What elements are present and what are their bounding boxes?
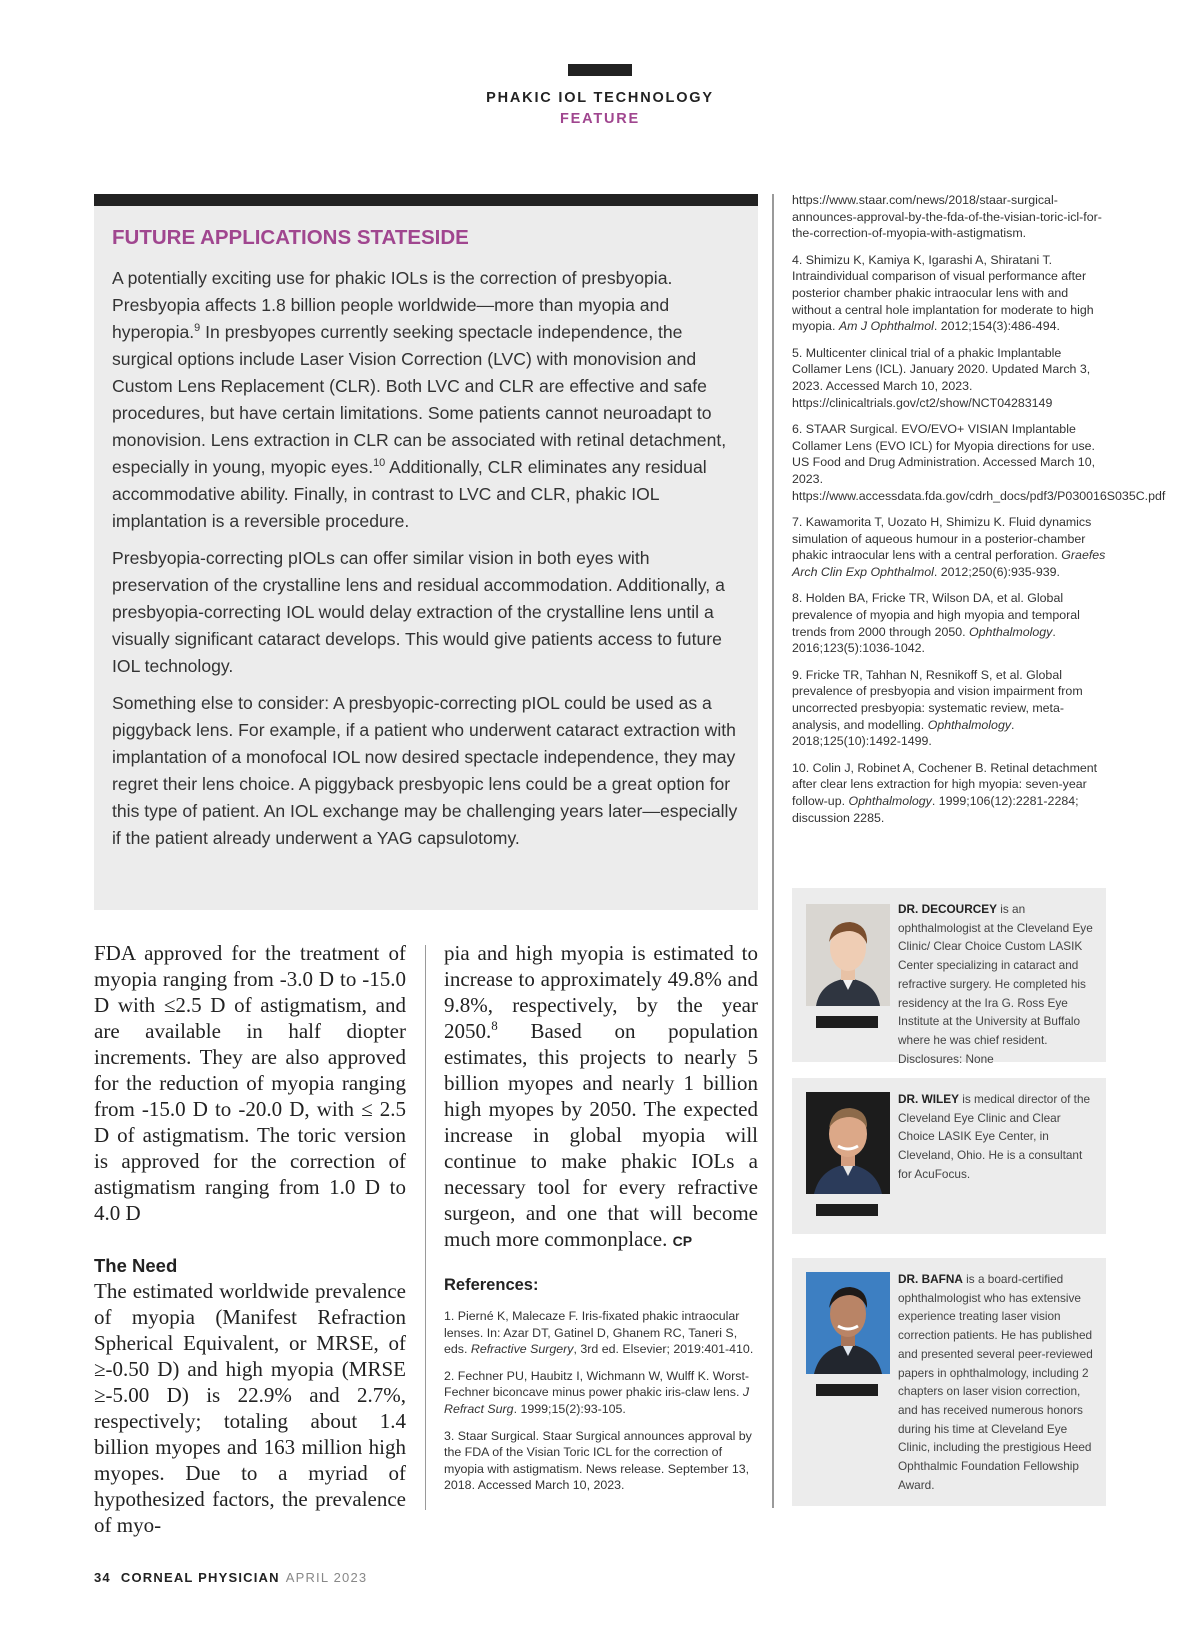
photo-caption-bar: [816, 1204, 878, 1216]
page-number: 34: [94, 1570, 111, 1585]
author-photo: [806, 1092, 890, 1194]
body-paragraph-need: The estimated worldwide prevalence of myopia (Manifest Refraction Spherical Equivalent, or MRSE, of ≥-0.50 D) and high myopia (MRSE ≥-5.00 D) is 22.9% and 2.7%, respectively; totaling about 1.4 billion myopes and 163 million high myopes. Due to a myriad of hypothesized factors, the prevalence of myo-: [94, 1279, 406, 1537]
column-divider: [425, 945, 426, 1510]
header-rule: [568, 64, 632, 76]
end-mark: CP: [672, 1233, 693, 1249]
sidebar-title: FUTURE APPLICATIONS STATESIDE: [112, 226, 469, 249]
publication-name: CORNEAL PHYSICIAN: [120, 1570, 280, 1585]
reference-6: 6. STAAR Surgical. EVO/EVO+ VISIAN Implantable Collamer Lens (EVO ICL) for Myopia directions for use. US Food and Drug Administration. Accessed March 10, 2023. https://www.accessdata.fda.gov/cdrh_docs/pdf3/P030016S035C.pdf: [792, 422, 1166, 503]
section-heading-need: The Need: [94, 1255, 178, 1276]
reference-3: 3. Staar Surgical. Staar Surgical announces approval by the FDA of the Visian Toric ICL for the correction of myopia with astigmatism. News release. September 13, 2018. Accessed March 10, 2023.: [444, 1428, 752, 1493]
reference-7: 7. Kawamorita T, Uozato H, Shimizu K. Fluid dynamics simulation of aqueous humour in a posterior-chamber phakic intraocular lens with a central perforation. Graefes Arch Clin Exp Ophthalmol. 2012;250(6):935-939.: [792, 515, 1106, 579]
author-photo: [806, 1272, 890, 1374]
reference-2: 2. Fechner PU, Haubitz I, Wichmann W, Wulff K. Worst-Fechner biconcave minus power phakic iris-claw lens. J Refract Surg. 1999;15(2):93-105.: [444, 1368, 750, 1416]
photo-caption-bar: [816, 1384, 878, 1396]
reference-1: 1. Pierné K, Malecaze F. Iris-fixated phakic intraocular lenses. In: Azar DT, Gatinel D, Ghanem RC, Taneri S, eds. Refractive Surgery, 3rd ed. Elsevier; 2019:401-410.: [444, 1309, 754, 1357]
sidebar-paragraph-1: A potentially exciting use for phakic IOLs is the correction of presbyopia. Presbyopia affects 1.8 billion people worldwide—more than myopia and hyperopia.$^9$ In presbyopes currently seeking spectacle independence, the surgical options include Laser Vision Correction (LVC) with monovision and Custom Lens Replacement (CLR). Both LVC and CLR are effective and safe procedures, but have certain limitations. Some patients cannot neuroadapt to monovision. Lens extraction in CLR can be associated with retinal detachment, especially in young, myopic eyes.$^{10}$ Additionally, CLR eliminates any residual accommodative ability. Finally, in contrast to LVC and CLR, phakic IOL implantation is a reversible procedure.: [112, 268, 727, 531]
page-footer: [94, 1570, 367, 1585]
reference-10: 10. Colin J, Robinet A, Cochener B. Retinal detachment after clear lens extraction for high myopia: seven-year follow-up. Ophthalmology. 1999;106(12):2281-2284; discussion 2285.: [792, 760, 1098, 825]
author-photo: [806, 904, 890, 1006]
sidebar-box: [94, 194, 758, 910]
bio-text: DR. BAFNA is a board-certified ophthalmologist who has extensive experience treating laser vision correction patients. He has published and presented several peer-reviewed papers in ophthalmology, including 2 chapters on laser vision correction, and has received numerous honors during his time at Cleveland Eye Clinic, including the prestigious Heed Ophthalmic Foundation Fellowship Award.: [898, 1272, 1093, 1492]
sidebar-paragraph-3: Something else to consider: A presbyopic-correcting pIOL could be used as a piggyback lens. For example, if a patient who underwent cataract extraction with implantation of a monofocal IOL now desired spectacle independence, they may regret their lens choice. A piggyback presbyopic lens could be a great option for this type of patient. An IOL exchange may be challenging years later—especially if the patient already underwent a YAG capsulotomy.: [112, 693, 738, 848]
bio-text: DR. DECOURCEY is an ophthalmologist at the Cleveland Eye Clinic/ Clear Choice Custom LASIK Center specializing in cataract and refractive surgery. He completed his residency at the Ira G. Ross Eye Institute at the University at Buffalo where he was chief resident. Disclosures: None: [898, 902, 1093, 1066]
reference-3-url: https://www.staar.com/news/2018/staar-surgical-announces-approval-by-the-fda-of-the-visian-toric-icl-for-the-correction-of-myopia-with-astigmatism.: [792, 193, 1102, 241]
right-column-divider: [772, 194, 774, 1508]
body-column-1: [94, 940, 406, 1538]
reference-8: 8. Holden BA, Fricke TR, Wilson DA, et al. Global prevalence of myopia and high myopia and temporal trends from 2000 through 2050. Ophthalmology. 2016;123(5):1036-1042.: [792, 591, 1080, 656]
body-column-2: [444, 940, 758, 1504]
references-heading: References:: [444, 1276, 539, 1294]
sidebar-paragraph-2: Presbyopia-correcting pIOLs can offer similar vision in both eyes with preservation of the crystalline lens and residual accommodation. Additionally, a presbyopia-correcting IOL would delay extraction of the crystalline lens until a visually significant cataract develops. This would give patients access to future IOL technology.: [112, 548, 725, 676]
photo-caption-bar: [816, 1016, 878, 1028]
reference-4: 4. Shimizu K, Kamiya K, Igarashi A, Shiratani T. Intraindividual comparison of visual performance after posterior chamber phakic intraocular lens with and without a central hole implantation for moderate to high myopia. Am J Ophthalmol. 2012;154(3):486-494.: [792, 252, 1094, 334]
references-list-left: [444, 1308, 758, 1494]
subsection-label: FEATURE: [560, 111, 640, 127]
sidebar-body: [112, 265, 740, 862]
author-bio-decourcey: [792, 888, 1106, 1066]
reference-9: 9. Fricke TR, Tahhan N, Resnikoff S, et al. Global prevalence of presbyopia and vision impairment from uncorrected presbyopia: systematic review, meta-analysis, and modelling. Ophthalmology. 2018;125(10):1492-1499.: [792, 667, 1083, 749]
bio-text: DR. WILEY is medical director of the Cleveland Eye Clinic and Clear Choice LASIK Eye Center, in Cleveland, Ohio. He is a consultant for AcuFocus.: [898, 1092, 1091, 1181]
author-bio-wiley: [792, 1078, 1106, 1234]
sidebar-top-rule: [94, 194, 758, 206]
body-paragraph-continued: pia and high myopia is estimated to increase to approximately 49.8% and 9.8%, respectively, by the year 2050.$^8$ Based on population estimates, this projects to nearly 5 billion myopes and nearly 1 billion high myopes by 2050. The expected increase in global myopia will continue to make phakic IOLs a necessary tool for every refractive surgeon, and one that will become much more commonplace. CP: [444, 941, 758, 1251]
issue-date: APRIL 2023: [285, 1570, 368, 1585]
body-paragraph-fda: FDA approved for the treatment of myopia ranging from -3.0 D to -15.0 D with ≤2.5 D of astigmatism, and are available in half diopter increments. They are also approved for the reduction of myopia ranging from -15.0 D to -20.0 D, with ≤ 2.5 D of astigmatism. The toric version is approved for the correction of astigmatism ranging from 1.0 D to 4.0 D: [94, 941, 406, 1225]
references-list-right: [792, 192, 1166, 836]
section-label: PHAKIC IOL TECHNOLOGY: [486, 90, 714, 106]
author-bio-bafna: [792, 1258, 1106, 1506]
reference-5: 5. Multicenter clinical trial of a phakic Implantable Collamer Lens (ICL). January 2020. Updated March 3, 2023. Accessed March 10, 2023. https://clinicaltrials.gov/ct2/show/NCT04283149: [792, 345, 1091, 410]
